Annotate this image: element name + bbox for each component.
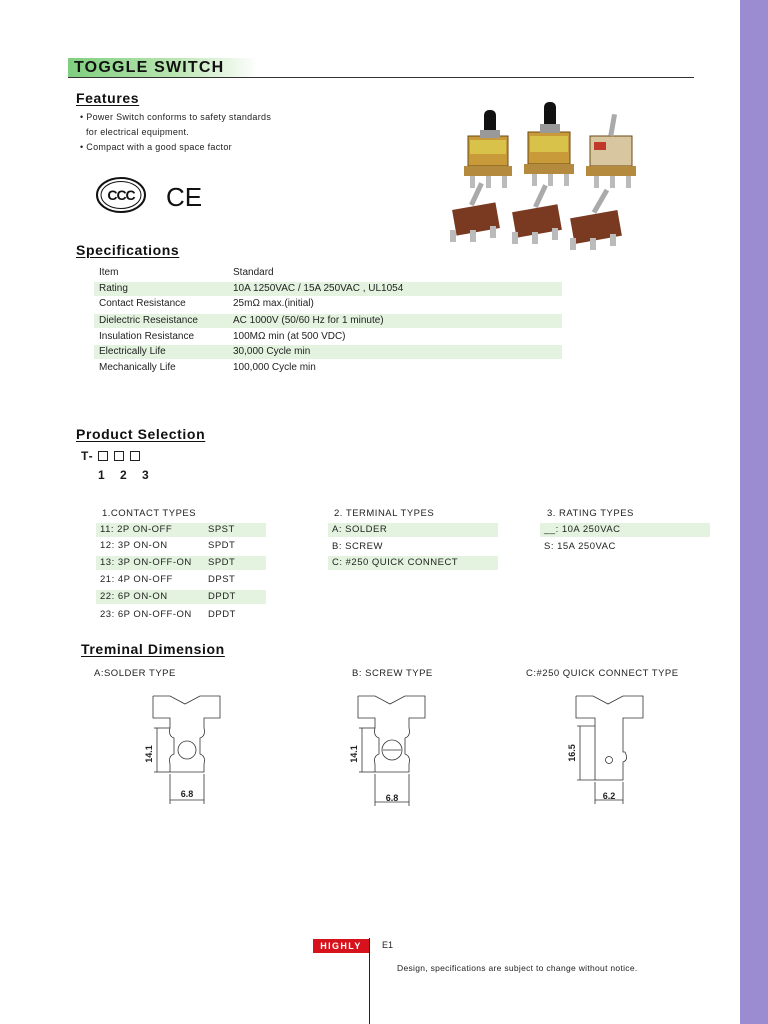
part-code (81, 449, 146, 463)
product-photo (440, 96, 640, 262)
toggle-switch-image (512, 184, 562, 244)
dimension-type-label: B: SCREW TYPE (352, 668, 433, 679)
dimension-type-label: C:#250 QUICK CONNECT TYPE (526, 668, 679, 679)
features-heading: Features (76, 90, 140, 106)
width-dimension: 6.2 (602, 791, 616, 801)
spec-row (94, 314, 562, 328)
dimension-type-label: A:SOLDER TYPE (94, 668, 176, 679)
feature-text: Power Switch conforms to safety standards (86, 112, 272, 122)
spec-item: Contact Resistance (99, 298, 186, 309)
contact-type: DPDT (208, 591, 236, 602)
toggle-switch-image (586, 114, 636, 188)
spec-row (94, 330, 562, 344)
toggle-switch-image (464, 110, 512, 188)
terminal-type-row (328, 523, 498, 537)
rating-types-title: 3. RATING TYPES (547, 508, 634, 519)
contact-types-title: 1.CONTACT TYPES (102, 508, 197, 519)
spec-row (94, 361, 562, 375)
rating-type-row (540, 523, 710, 537)
contact-type-row (96, 573, 266, 587)
certification-logos (96, 176, 208, 214)
contact-type: DPDT (208, 609, 236, 620)
toggle-switch-image (450, 182, 500, 242)
terminal-type: A: SOLDER (332, 524, 388, 535)
code-positions: 1 2 3 (98, 468, 150, 482)
rating-type: __: 10A 250VAC (544, 524, 621, 535)
spec-value: 25mΩ max.(initial) (233, 298, 314, 309)
width-dimension: 6.8 (180, 789, 194, 799)
feature-bullet-continuation: for electrical equipment. (86, 127, 190, 137)
page-title: TOGGLE SWITCH (74, 59, 225, 76)
terminal-type-row (328, 540, 498, 554)
code-box (130, 451, 140, 461)
side-color-bar (740, 0, 768, 1024)
spec-item: Dielectric Reseistance (99, 315, 198, 326)
terminal-type-row (328, 556, 498, 570)
screw-terminal-drawing (345, 692, 435, 812)
spec-value: 100,000 Cycle min (233, 362, 316, 373)
spec-item: Insulation Resistance (99, 331, 195, 342)
spec-item: Electrically Life (99, 346, 166, 357)
svg-text:CCC: CCC (107, 187, 135, 203)
contact-type-row (96, 590, 266, 604)
svg-text:CE: CE (166, 182, 203, 212)
feature-bullet: • Power Switch conforms to safety standards (80, 112, 272, 122)
contact-code: 23: 6P ON-OFF-ON (100, 609, 192, 620)
spec-value: Standard (233, 267, 274, 278)
contact-code: 13: 3P ON-OFF-ON (100, 557, 192, 568)
height-dimension: 16.5 (567, 744, 577, 762)
part-code-prefix: T- (81, 449, 94, 463)
terminal-type: B: SCREW (332, 541, 383, 552)
title-rule (68, 77, 694, 78)
toggle-switch-image (570, 189, 622, 250)
width-dimension: 6.8 (385, 793, 399, 803)
quick-connect-terminal-drawing (563, 692, 653, 812)
contact-type: SPDT (208, 540, 236, 551)
spec-value: 10A 1250VAC / 15A 250VAC , UL1054 (233, 283, 404, 294)
solder-terminal-drawing (140, 692, 230, 812)
height-dimension: 14.1 (144, 745, 154, 763)
height-dimension: 14.1 (349, 745, 359, 763)
contact-code: 21: 4P ON-OFF (100, 574, 173, 585)
feature-text: Compact with a good space factor (86, 142, 232, 152)
contact-type: SPDT (208, 557, 236, 568)
feature-bullet: • Compact with a good space factor (80, 142, 232, 152)
spec-item: Item (99, 267, 119, 278)
code-box (114, 451, 124, 461)
page-number: E1 (382, 940, 394, 950)
contact-type-row (96, 556, 266, 570)
contact-type: DPST (208, 574, 236, 585)
rating-type: S: 15A 250VAC (544, 541, 616, 552)
spec-row (94, 345, 562, 359)
footer-divider (369, 938, 370, 1024)
terminal-types-title: 2. TERMINAL TYPES (334, 508, 435, 519)
spec-row (94, 282, 562, 296)
terminal-type: C: #250 QUICK CONNECT (332, 557, 459, 568)
toggle-switch-image (524, 102, 574, 186)
footer-note: Design, specifications are subject to change without notice. (397, 963, 638, 973)
product-selection-heading: Product Selection (76, 426, 206, 442)
brand-logo: HIGHLY (313, 939, 369, 953)
spec-value: 100MΩ min (at 500 VDC) (233, 331, 346, 342)
contact-code: 12: 3P ON-ON (100, 540, 168, 551)
spec-header-row (94, 266, 562, 280)
terminal-dimension-heading: Treminal Dimension (81, 641, 225, 657)
code-box (98, 451, 108, 461)
contact-code: 11: 2P ON-OFF (100, 524, 173, 535)
contact-type-row (96, 539, 266, 553)
spec-row (94, 297, 562, 311)
contact-code: 22: 6P ON-ON (100, 591, 168, 602)
spec-value: AC 1000V (50/60 Hz for 1 minute) (233, 315, 384, 326)
spec-item: Mechanically Life (99, 362, 176, 373)
contact-type: SPST (208, 524, 235, 535)
spec-value: 30,000 Cycle min (233, 346, 311, 357)
contact-type-row (96, 523, 266, 537)
specifications-heading: Specifications (76, 242, 180, 258)
rating-type-row (540, 540, 710, 554)
ce-mark-icon (166, 182, 202, 212)
ccc-icon (97, 178, 145, 212)
contact-type-row (96, 608, 266, 622)
spec-item: Rating (99, 283, 128, 294)
